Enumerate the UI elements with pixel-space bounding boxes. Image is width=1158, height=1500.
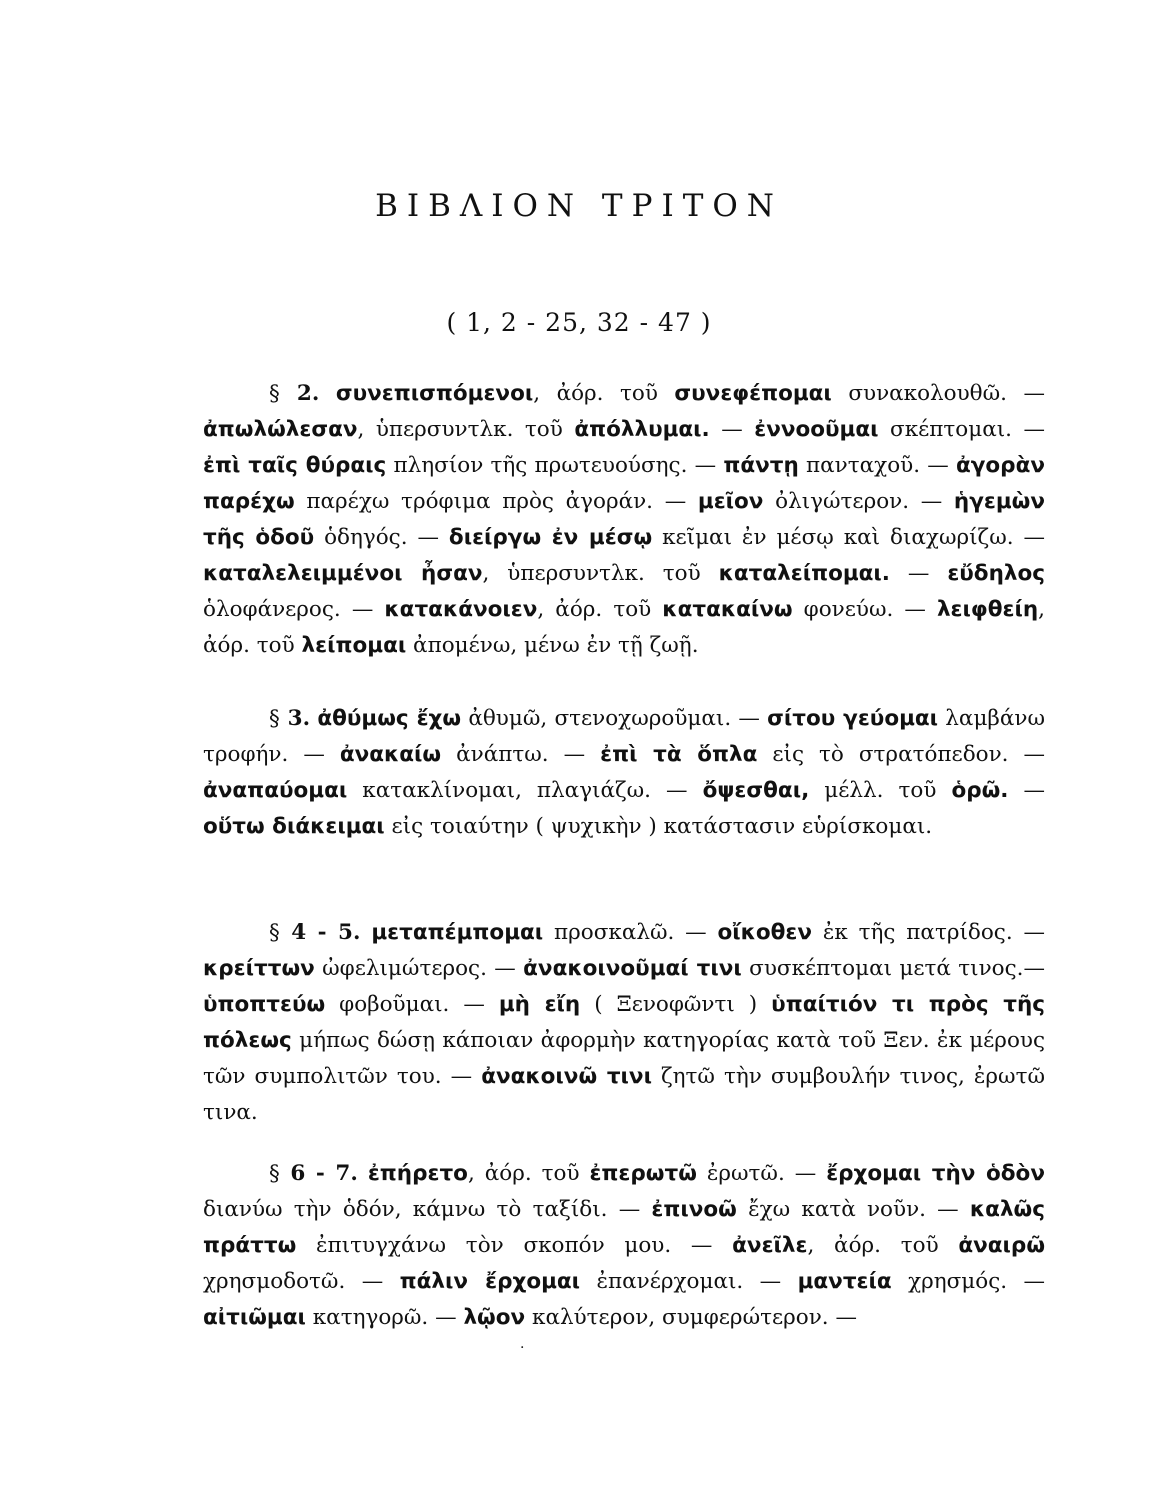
gloss-text: ἀθυμῶ, στενοχωροῦμαι. — <box>461 706 768 731</box>
gloss-text: , ἀόρ. τοῦ <box>203 597 1045 658</box>
gloss-text: κατηγορῶ. — <box>305 1305 464 1330</box>
headword: ἐπήρετο <box>367 1161 468 1186</box>
gloss-text: ζητῶ τὴν συμβουλήν τινος, ἐρωτῶ τινα. <box>203 1064 1045 1125</box>
gloss-text: χρησμοδοτῶ. — <box>203 1269 400 1294</box>
headword: ἀναπαύομαι <box>203 778 348 803</box>
headword: εὔδηλος <box>947 561 1045 586</box>
section-number: § 4 - 5. <box>269 920 361 945</box>
chapter-range: ( 1, 2 - 25, 32 - 47 ) <box>446 308 712 337</box>
headword: καταλελειμμένοι ἦσαν <box>203 561 483 586</box>
headword: ἡγεμὼν τῆς ὁδοῦ <box>203 489 1045 550</box>
gloss-text: προσκαλῶ. — <box>543 920 718 945</box>
gloss-text: ἐρωτῶ. — <box>696 1161 827 1186</box>
headword: πάλιν ἔρχομαι <box>399 1269 581 1294</box>
headword: μεῖον <box>697 489 764 514</box>
gloss-text: — <box>709 417 755 442</box>
gloss-text: , ἀόρ. τοῦ <box>533 381 675 406</box>
gloss-text: — <box>1008 778 1045 803</box>
headword: ἐπὶ τὰ ὅπλα <box>600 742 758 767</box>
headword: σίτου γεύομαι <box>767 706 939 731</box>
headword: ἀθύμως ἔχω <box>317 706 462 731</box>
section-number: § 6 - 7. <box>269 1161 358 1186</box>
headword: ὁρῶ. <box>951 778 1009 803</box>
headword: ἀνακαίω <box>339 742 442 767</box>
gloss-text: εἰς τὸ στρατόπεδον. — <box>757 742 1045 767</box>
gloss-text: ὁλοφάνερος. — <box>203 597 385 622</box>
headword: μεταπέμπομαι <box>371 920 544 945</box>
gloss-text: ἀνάπτω. — <box>441 742 601 767</box>
headword: ἐπινοῶ <box>651 1197 737 1222</box>
gloss-text: ἔχω κατὰ νοῦν. — <box>736 1197 970 1222</box>
gloss-text: φονεύω. — <box>792 597 937 622</box>
section-paragraph <box>203 376 1045 664</box>
gloss-text: ( Ξενοφῶντι ) <box>580 992 772 1017</box>
headword: ἐπερωτῶ <box>589 1161 697 1186</box>
gloss-text: , ἀόρ. τοῦ <box>537 597 663 622</box>
headword: ὄψεσθαι, <box>702 778 810 803</box>
gloss-text: μέλλ. τοῦ <box>809 778 952 803</box>
headword: μὴ εἴη <box>498 992 581 1017</box>
gloss-text: ἐπιτυγχάνω τὸν σκοπόν μου. — <box>296 1233 733 1258</box>
headword: ἀναιρῶ <box>958 1233 1045 1258</box>
headword: κατακάνοιεν <box>384 597 538 622</box>
gloss-text: πλησίον τῆς πρωτευούσης. — <box>386 453 724 478</box>
gloss-text: διανύω τὴν ὁδόν, κάμνω τὸ ταξίδι. — <box>203 1197 652 1222</box>
headword: ὑποπτεύω <box>203 992 326 1017</box>
gloss-text: ὁδηγός. — <box>314 525 449 550</box>
headword: ἀνακοινῶ τινι <box>481 1064 652 1089</box>
headword: ἔρχομαι τὴν ὁδὸν <box>826 1161 1045 1186</box>
gloss-text: , ὑπερσυντλκ. τοῦ <box>482 561 719 586</box>
headword: ἀνακοινοῦμαί τινι <box>523 956 742 981</box>
headword: συνεπισπόμενοι <box>335 381 534 406</box>
headword: ἀγορὰν παρέχω <box>203 453 1045 514</box>
headword: λείπομαι <box>301 633 407 658</box>
gloss-text: εἰς τοιαύτην ( ψυχικὴν ) κατάστασιν εὑρίσκομαι. <box>384 814 933 839</box>
headword: κατακαίνω <box>662 597 793 622</box>
headword: ἀπόλλυμαι. <box>574 417 710 442</box>
headword: κρείττων <box>203 956 315 981</box>
gloss-text: ὀλιγώτερον. — <box>763 489 954 514</box>
page-title: ΒΙΒΛΙΟΝ ΤΡΙΤΟΝ <box>375 188 783 224</box>
gloss-text: , ἀόρ. τοῦ <box>807 1233 959 1258</box>
section-number: § 2. <box>269 381 320 406</box>
gloss-text: μήπως δώσῃ κάποιαν ἀφορμὴν κατηγορίας κατὰ τοῦ Ξεν. ἐκ μέρους τῶν συμπολιτῶν του. — <box>203 1028 1045 1089</box>
headword: διείργω ἐν μέσῳ <box>448 525 653 550</box>
headword: ἀνεῖλε <box>732 1233 808 1258</box>
gloss-text: συνακολουθῶ. — <box>831 381 1045 406</box>
gloss-text: ἐκ τῆς πατρίδος. — <box>812 920 1045 945</box>
headword: καλῶς πράττω <box>203 1197 1045 1258</box>
headword: ἐπὶ ταῖς θύραις <box>203 453 387 478</box>
gloss-text: λαμβάνω τροφήν. — <box>203 706 1045 767</box>
gloss-text: πανταχοῦ. — <box>798 453 956 478</box>
gloss-text: ἐπανέρχομαι. — <box>580 1269 798 1294</box>
gloss-text: — <box>889 561 948 586</box>
headword: πάντῃ <box>723 453 799 478</box>
gloss-text: φοβοῦμαι. — <box>325 992 499 1017</box>
headword: λειφθείη <box>936 597 1039 622</box>
gloss-text: κεῖμαι ἐν μέσῳ καὶ διαχωρίζω. — <box>652 525 1045 550</box>
gloss-text: χρησμός. — <box>891 1269 1046 1294</box>
headword: καταλείπομαι. <box>718 561 890 586</box>
headword: μαντεία <box>797 1269 892 1294</box>
gloss-text: παρέχω τρόφιμα πρὸς ἀγοράν. — <box>294 489 698 514</box>
section-paragraph <box>203 701 1045 845</box>
headword: ἐννοοῦμαι <box>754 417 879 442</box>
gloss-text: κατακλίνομαι, πλαγιάζω. — <box>347 778 703 803</box>
headword: συνεφέπομαι <box>674 381 832 406</box>
gloss-text: καλύτερον, συμφερώτερον. — <box>525 1305 857 1330</box>
section-paragraph <box>203 915 1045 1131</box>
gloss-text: , ὑπερσυντλκ. τοῦ <box>357 417 575 442</box>
gloss-text: συσκέπτομαι μετά τινος.— <box>741 956 1045 981</box>
headword: οὕτω διάκειμαι <box>203 814 385 839</box>
gloss-text: , ἀόρ. τοῦ <box>467 1161 590 1186</box>
headword: λῷον <box>463 1305 526 1330</box>
stray-mark: · <box>520 1340 525 1356</box>
headword: οἴκοθεν <box>717 920 813 945</box>
section-number: § 3. <box>269 706 311 731</box>
headword: ἀπωλώλεσαν <box>203 417 358 442</box>
section-paragraph <box>203 1156 1045 1336</box>
gloss-text: ὠφελιμώτερος. — <box>314 956 524 981</box>
gloss-text: σκέπτομαι. — <box>878 417 1045 442</box>
headword: αἰτιῶμαι <box>203 1305 306 1330</box>
gloss-text: ἀπομένω, μένω ἐν τῇ ζωῇ. <box>406 633 699 658</box>
headword: ὑπαίτιόν τι πρὸς τῆς πόλεως <box>203 992 1046 1053</box>
